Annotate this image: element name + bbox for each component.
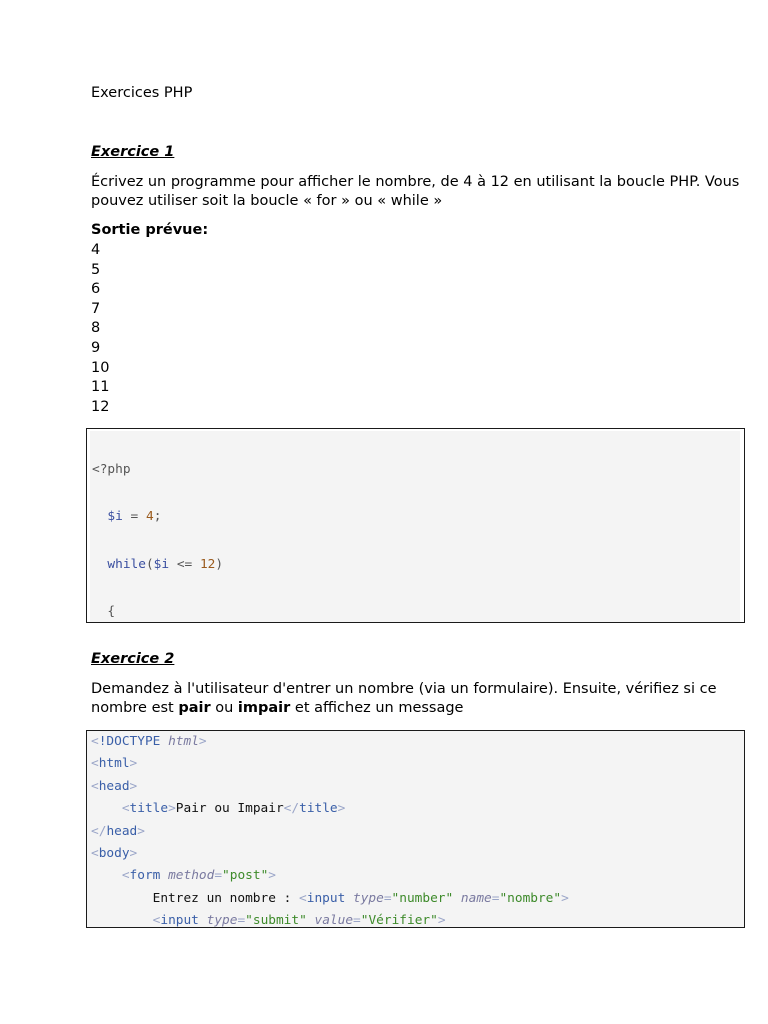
- code-line: <!DOCTYPE html>: [91, 734, 207, 749]
- output-value: 10: [91, 359, 110, 376]
- exercise1-code-block: [86, 428, 745, 623]
- code-line: <input type="submit" value="Vérifier">: [152, 913, 446, 928]
- exercise2-heading: Exercice 2: [91, 651, 175, 667]
- code-line: <head>: [91, 778, 138, 794]
- exercise2-description: [91, 680, 741, 718]
- code-line: <form method="post">: [121, 868, 276, 884]
- output-value: 6: [91, 281, 101, 298]
- code-line: <title>Pair ou Impair</title>: [121, 801, 346, 817]
- code-area: [87, 731, 744, 927]
- code-line: Entrez un nombre : <input type="number" name="nombre">: [91, 890, 569, 906]
- output-value: 8: [91, 320, 101, 337]
- output-value: 7: [91, 300, 101, 317]
- code-line: </head>: [91, 823, 145, 839]
- output-value: 4: [91, 242, 101, 258]
- expected-output-label: Sortie prévue:: [91, 222, 209, 238]
- output-value: 9: [91, 339, 101, 356]
- exercise1-description: Écrivez un programme pour afficher le nombre, de 4 à 12 en utilisant la boucle PHP. Vous pouvez utiliser soit la boucle « for » ou « while »: [91, 174, 740, 209]
- keyword-impair: impair: [237, 700, 291, 716]
- code-line: while($i <= 12): [107, 556, 224, 572]
- exercise2-code-block: [86, 730, 745, 928]
- code-line: {: [92, 603, 116, 619]
- keyword-pair: pair: [178, 700, 211, 716]
- code-line: <?php: [92, 462, 131, 477]
- code-line: <body>: [91, 845, 138, 861]
- output-value: 5: [91, 261, 101, 278]
- description-text: ou: [210, 700, 238, 716]
- expected-output-list: [91, 241, 109, 417]
- description-text: et affichez un message: [290, 700, 464, 716]
- output-value: 12: [91, 398, 110, 415]
- code-line: <html>: [91, 756, 138, 772]
- exercise1-heading: Exercice 1: [91, 144, 175, 160]
- code-area: [90, 431, 740, 623]
- description-text: Demandez à l'utilisateur d'entrer un nombre (via un formulaire). Ensuite, vérifiez si ce nombre est: [91, 681, 717, 716]
- document-title: Exercices PHP: [91, 85, 193, 101]
- output-value: 11: [91, 379, 110, 396]
- code-line: $i = 4;: [107, 509, 162, 525]
